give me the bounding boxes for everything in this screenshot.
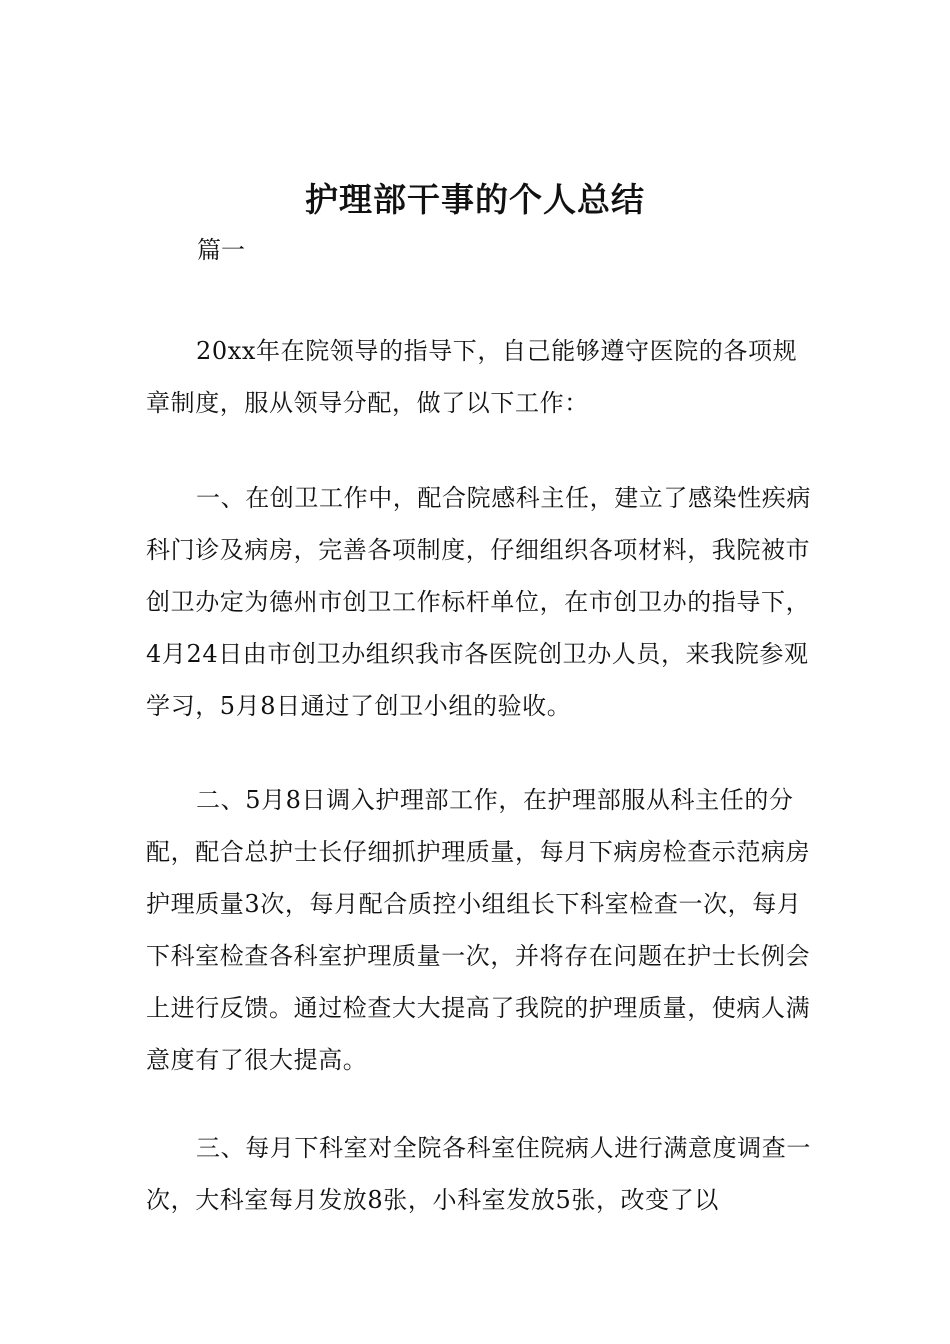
section-label: 篇一 [197,236,245,264]
paragraph-intro: 20xx年在院领导的指导下，自己能够遵守医院的各项规章制度，服从领导分配，做了以下工作： [146,337,798,417]
document-title: 护理部干事的个人总结 [305,180,645,219]
paragraph-item-3: 三、每月下科室对全院各科室住院病人进行满意度调查一次，大科室每月发放8张，小科室发放5张，改变了以 [146,1134,811,1214]
paragraph-item-1: 一、在创卫工作中，配合院感科主任，建立了感染性疾病科门诊及病房，完善各项制度，仔细组织各项材料，我院被市创卫办定为德州市创卫工作标杆单位，在市创卫办的指导下，4月24日由市创卫办组织我市各医院创卫办人员，来我院参观学习，5月8日通过了创卫小组的验收。 [146,484,811,720]
paragraph-item-2: 二、5月8日调入护理部工作，在护理部服从科主任的分配，配合总护士长仔细抓护理质量，每月下病房检查示范病房护理质量3次，每月配合质控小组组长下科室检查一次，每月下科室检查各科室护理质量一次，并将存在问题在护士长例会上进行反馈。通过检查大大提高了我院的护理质量，使病人满意度有了很大提高。 [146,786,811,1074]
